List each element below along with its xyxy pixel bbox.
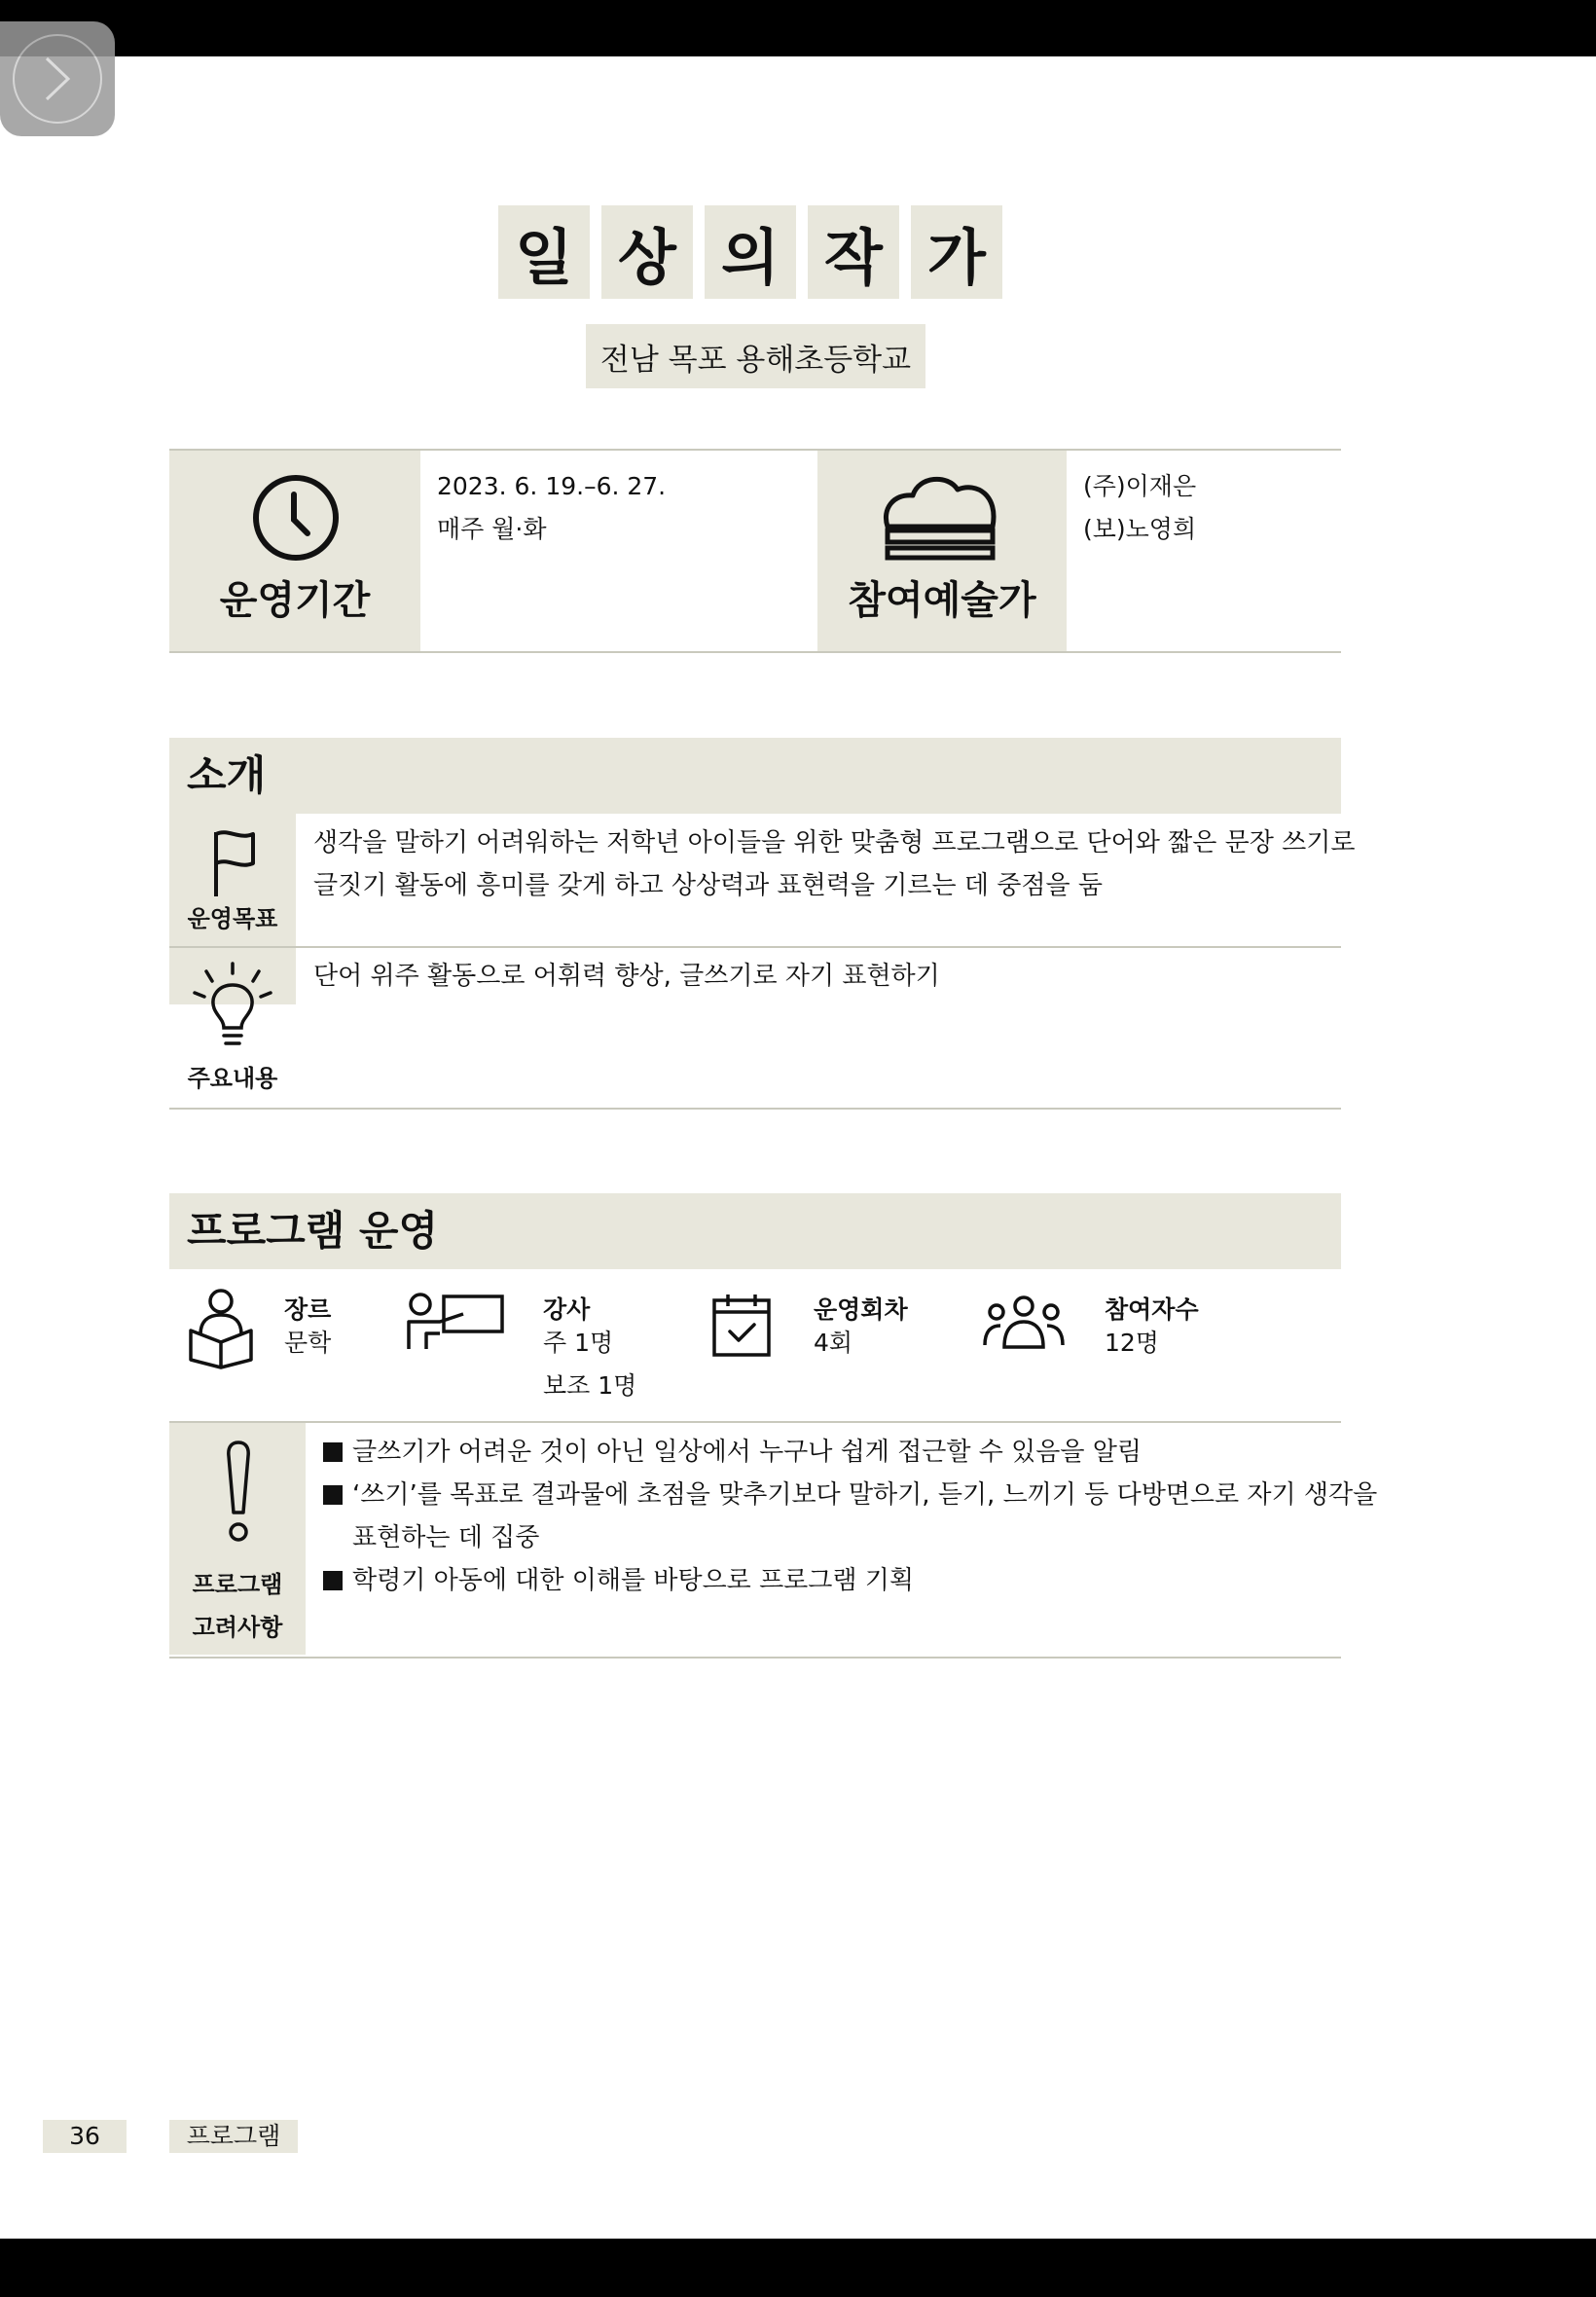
page-title bbox=[498, 205, 1002, 299]
footer-section: 프로그램 bbox=[169, 2120, 298, 2153]
stat-value-participants: 12명 bbox=[1105, 1329, 1159, 1357]
goal-line: 글짓기 활동에 흥미를 갖게 하고 상상력과 표현력을 기르는 데 중점을 둠 bbox=[313, 871, 1104, 900]
period-line: 2023. 6. 19.–6. 27. bbox=[437, 472, 667, 500]
stat-value-instructor: 보조 1명 bbox=[543, 1371, 637, 1400]
bottom-bar bbox=[0, 2239, 1596, 2297]
next-page-button[interactable] bbox=[0, 21, 115, 136]
title-char: 일 bbox=[498, 205, 590, 299]
stat-label-participants: 참여자수 bbox=[1105, 1295, 1199, 1324]
goal-line: 생각을 말하기 어려워하는 저학년 아이들을 위한 맞춤형 프로그램으로 단어와 짧은 문장 쓰기로 bbox=[313, 828, 1356, 857]
considerations-label-line: 프로그램 bbox=[192, 1571, 283, 1598]
considerations-label-line: 고려사항 bbox=[192, 1614, 283, 1641]
consideration-text: ‘쓰기’를 목표로 결과물에 초점을 맞추기보다 말하기, 듣기, 느끼기 등 다방면으로 자기 생각을 bbox=[352, 1480, 1378, 1510]
title-char: 작 bbox=[808, 205, 899, 299]
content-label: 주요내용 bbox=[187, 1065, 278, 1092]
artist-line: (주)이재은 bbox=[1083, 472, 1197, 500]
page-number: 36 bbox=[43, 2120, 127, 2153]
document-page bbox=[0, 56, 1596, 2239]
teacher-icon bbox=[405, 1293, 506, 1353]
consideration-item bbox=[323, 1474, 1377, 1516]
title-char: 가 bbox=[911, 205, 1002, 299]
exclamation-icon bbox=[222, 1439, 255, 1544]
consideration-item bbox=[323, 1431, 1142, 1474]
stat-value-instructor: 주 1명 bbox=[543, 1329, 614, 1357]
artist-line: (보)노영희 bbox=[1083, 515, 1197, 543]
top-bar bbox=[0, 0, 1596, 56]
next-arrow-icon bbox=[39, 56, 78, 101]
intro-mid-rule bbox=[169, 946, 1341, 948]
title-char: 의 bbox=[705, 205, 796, 299]
stat-label-instructor: 강사 bbox=[543, 1295, 591, 1324]
goal-label: 운영목표 bbox=[187, 905, 278, 932]
consideration-text: 글쓰기가 어려운 것이 아닌 일상에서 누구나 쉽게 접근할 수 있음을 알림 bbox=[352, 1438, 1143, 1467]
intro-heading: 소개 bbox=[169, 738, 1341, 814]
operation-mid-rule bbox=[169, 1421, 1341, 1423]
clock-icon bbox=[251, 473, 341, 563]
stat-label-genre: 장르 bbox=[284, 1295, 332, 1324]
period-line: 매주 월·화 bbox=[437, 515, 547, 543]
consideration-continuation: 표현하는 데 집중 bbox=[352, 1523, 540, 1552]
content-text: 단어 위주 활동으로 어휘력 향상, 글쓰기로 자기 표현하기 bbox=[313, 962, 940, 991]
stat-value-genre: 문학 bbox=[284, 1329, 332, 1357]
artist-label: 참여예술가 bbox=[848, 578, 1036, 623]
consideration-item bbox=[323, 1559, 914, 1602]
title-char: 상 bbox=[601, 205, 693, 299]
consideration-text: 학령기 아동에 대한 이해를 바탕으로 프로그램 기획 bbox=[352, 1566, 915, 1595]
bullet-square-icon bbox=[323, 1485, 343, 1505]
lightbulb-icon bbox=[191, 962, 274, 1051]
info-bottom-rule bbox=[169, 651, 1341, 653]
flag-icon bbox=[210, 828, 259, 900]
stat-label-sessions: 운영회차 bbox=[814, 1295, 908, 1324]
school-name: 전남 목포 용해초등학교 bbox=[586, 324, 925, 388]
calendar-check-icon bbox=[710, 1291, 773, 1359]
period-label: 운영기간 bbox=[219, 578, 371, 623]
intro-bottom-rule bbox=[169, 1108, 1341, 1110]
reader-icon bbox=[187, 1288, 255, 1369]
hat-icon bbox=[880, 470, 1002, 562]
bullet-square-icon bbox=[323, 1442, 343, 1462]
bullet-square-icon bbox=[323, 1571, 343, 1590]
stat-value-sessions: 4회 bbox=[814, 1329, 853, 1357]
operation-bottom-rule bbox=[169, 1657, 1341, 1659]
operation-heading: 프로그램 운영 bbox=[169, 1193, 1341, 1269]
group-icon bbox=[983, 1294, 1065, 1351]
